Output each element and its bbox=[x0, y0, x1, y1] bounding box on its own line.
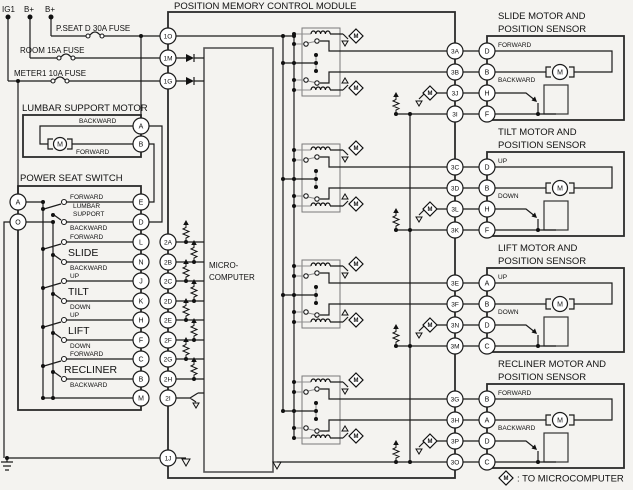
recliner-backward-label: BACKWARD bbox=[498, 425, 536, 432]
pin-2B-label: 2B bbox=[164, 259, 172, 267]
pin-3E-label: 3E bbox=[451, 280, 459, 288]
fuse-room-label: ROOM 15A FUSE bbox=[20, 46, 85, 55]
relay-internal-wires bbox=[294, 34, 316, 438]
pin-3A-label: 3A bbox=[451, 48, 459, 56]
terminal-ig1: IG1 bbox=[2, 5, 15, 14]
pin-switch-J-label: J bbox=[139, 278, 143, 286]
switch-lumbar-name1: LUMBAR bbox=[73, 203, 101, 210]
position-sensor-recliner bbox=[544, 433, 568, 462]
diamond-m: M bbox=[353, 262, 359, 269]
pin-lift-C-label: C bbox=[484, 343, 490, 351]
labels bbox=[2, 1, 624, 485]
pin-2A-label: 2A bbox=[164, 239, 172, 247]
module-title: POSITION MEMORY CONTROL MODULE bbox=[174, 1, 357, 12]
legend-diamond-m: M bbox=[503, 476, 509, 483]
switch-lift-name: LIFT bbox=[68, 325, 90, 337]
lift-title-2: POSITION SENSOR bbox=[498, 256, 587, 267]
microcomputer-diamond-icons bbox=[349, 29, 437, 448]
pin-switch-N-label: N bbox=[138, 259, 144, 267]
switch-recliner-forward: FORWARD bbox=[70, 351, 104, 358]
terminal-bplus-1: B+ bbox=[24, 5, 35, 14]
switch-tilt-up: UP bbox=[70, 273, 80, 280]
pin-3M-label: 3M bbox=[450, 343, 460, 351]
switch-slide-forward: FORWARD bbox=[70, 234, 104, 241]
switch-recliner-backward: BACKWARD bbox=[70, 382, 108, 389]
recliner-title-2: POSITION SENSOR bbox=[498, 372, 587, 383]
switch-lumbar-forward: FORWARD bbox=[70, 194, 104, 201]
pin-3N-label: 3N bbox=[450, 322, 460, 330]
pin-switch-A-label: A bbox=[15, 199, 21, 207]
pin-recliner-A-label: A bbox=[484, 417, 490, 425]
diamond-m: M bbox=[353, 434, 359, 441]
diamond-m: M bbox=[353, 202, 359, 209]
pin-switch-O-label: O bbox=[15, 219, 21, 227]
lumbar-forward-label: FORWARD bbox=[76, 149, 110, 156]
position-sensor-slide bbox=[544, 85, 568, 114]
recliner-motor-letter: M bbox=[557, 417, 563, 425]
pin-3F-label: 3F bbox=[451, 301, 459, 309]
pin-switch-B-label: B bbox=[138, 376, 144, 384]
switch-lumbar-backward: BACKWARD bbox=[70, 225, 108, 232]
slide-title-1: SLIDE MOTOR AND bbox=[498, 11, 586, 22]
switch-tilt-down: DOWN bbox=[70, 304, 91, 311]
tilt-up-label: UP bbox=[498, 158, 508, 165]
pin-lift-B-label: B bbox=[484, 301, 490, 309]
pin-switch-K-label: K bbox=[138, 298, 144, 306]
diamond-m: M bbox=[427, 91, 433, 98]
pin-switch-L-label: L bbox=[139, 239, 143, 247]
switch-slide-name: SLIDE bbox=[68, 247, 99, 259]
pin-switch-C-label: C bbox=[138, 356, 144, 364]
diamond-m: M bbox=[427, 439, 433, 446]
pin-3D-label: 3D bbox=[450, 185, 460, 193]
pin-switch-H-label: H bbox=[138, 317, 144, 325]
pin-3I-label: 3I bbox=[452, 111, 458, 119]
pin-slide-D-label: D bbox=[484, 48, 490, 56]
mcu-label-line2: COMPUTER bbox=[209, 273, 255, 282]
recliner-forward-label: FORWARD bbox=[498, 390, 532, 397]
diamond-m: M bbox=[353, 378, 359, 385]
pin-tilt-D-label: D bbox=[484, 164, 490, 172]
pin-2F-label: 2F bbox=[164, 337, 172, 345]
slide-forward-label: FORWARD bbox=[498, 42, 532, 49]
microcomputer-box bbox=[204, 48, 273, 472]
diamond-m: M bbox=[427, 323, 433, 330]
pin-lumbar-A-label: A bbox=[138, 123, 144, 131]
lift-down-label: DOWN bbox=[498, 309, 519, 316]
pin-switch-D-label: D bbox=[138, 219, 144, 227]
relay-coils bbox=[311, 31, 330, 438]
switch-recliner-name: RECLINER bbox=[64, 364, 118, 376]
diamond-m-labels bbox=[354, 34, 433, 445]
fuse-meter-label: METER1 10A FUSE bbox=[14, 69, 87, 78]
pin-1O-label: 1O bbox=[163, 33, 173, 41]
pin-2I-label: 2I bbox=[165, 395, 171, 403]
pin-1M-label: 1M bbox=[163, 55, 173, 63]
pin-2H-label: 2H bbox=[163, 376, 173, 384]
tilt-down-label: DOWN bbox=[498, 193, 519, 200]
pin-2D-label: 2D bbox=[163, 298, 173, 306]
tilt-motor-letter: M bbox=[557, 185, 563, 193]
pin-2G-label: 2G bbox=[163, 356, 173, 364]
slide-motor-letter: M bbox=[557, 69, 563, 77]
pin-lift-D-label: D bbox=[484, 322, 490, 330]
pin-3H-label: 3H bbox=[450, 417, 460, 425]
tilt-title-1: TILT MOTOR AND bbox=[498, 127, 577, 138]
pin-slide-H-label: H bbox=[484, 90, 490, 98]
pin-3P-label: 3P bbox=[451, 438, 459, 446]
pin-slide-B-label: B bbox=[484, 69, 490, 77]
lift-title-1: LIFT MOTOR AND bbox=[498, 243, 578, 254]
lumbar-motor-letter: M bbox=[57, 141, 63, 149]
switch-tilt-name: TILT bbox=[68, 286, 89, 298]
pin-recliner-D-label: D bbox=[484, 438, 490, 446]
pin-2C-label: 2C bbox=[163, 278, 173, 286]
switch-title: POWER SEAT SWITCH bbox=[20, 173, 123, 184]
switch-lift-up: UP bbox=[70, 312, 80, 319]
pin-tilt-B-label: B bbox=[484, 185, 490, 193]
pin-3J-label: 3J bbox=[451, 90, 459, 98]
diamond-m: M bbox=[353, 34, 359, 41]
pin-lumbar-B-label: B bbox=[138, 141, 144, 149]
pin-lift-A-label: A bbox=[484, 280, 490, 288]
pin-2E-label: 2E bbox=[164, 317, 172, 325]
slide-title-2: POSITION SENSOR bbox=[498, 24, 587, 35]
lift-motor-letter: M bbox=[557, 301, 563, 309]
diamond-m: M bbox=[427, 207, 433, 214]
pin-3C-label: 3C bbox=[450, 164, 460, 172]
lumbar-backward-label: BACKWARD bbox=[79, 118, 117, 125]
pin-3B-label: 3B bbox=[451, 69, 459, 77]
recliner-title-1: RECLINER MOTOR AND bbox=[498, 359, 607, 370]
diamond-m: M bbox=[353, 318, 359, 325]
legend-text: : TO MICROCOMPUTER bbox=[517, 473, 624, 485]
pin-recliner-B-label: B bbox=[484, 396, 490, 404]
relay-box-recliner bbox=[302, 376, 340, 444]
pin-3O-label: 3O bbox=[450, 459, 460, 467]
lift-up-label: UP bbox=[498, 274, 508, 281]
pin-switch-F-label: F bbox=[138, 337, 144, 345]
pin-tilt-H-label: H bbox=[484, 206, 490, 214]
fuse-pseat-label: P.SEAT D 30A FUSE bbox=[56, 24, 131, 33]
relay-box-lift bbox=[302, 260, 340, 328]
position-sensor-lift bbox=[544, 317, 568, 346]
power-seat-switch-box bbox=[15, 186, 144, 410]
pin-3G-label: 3G bbox=[450, 396, 460, 404]
position-sensor-tilt bbox=[544, 201, 568, 230]
switch-lift-down: DOWN bbox=[70, 343, 91, 350]
pin-tilt-F-label: F bbox=[484, 227, 490, 235]
pin-switch-E-label: E bbox=[138, 199, 144, 207]
pin-3L-label: 3L bbox=[451, 206, 459, 214]
diamond-m: M bbox=[353, 146, 359, 153]
slide-backward-label: BACKWARD bbox=[498, 77, 536, 84]
lumbar-title: LUMBAR SUPPORT MOTOR bbox=[22, 103, 148, 114]
pin-1G-label: 1G bbox=[163, 78, 173, 86]
pin-3K-label: 3K bbox=[451, 227, 459, 235]
pin-1J-label: 1J bbox=[164, 455, 172, 463]
mcu-label-line1: MICRO- bbox=[209, 261, 239, 270]
relay-box-slide bbox=[302, 28, 340, 96]
diamond-m: M bbox=[353, 86, 359, 93]
switch-slide-backward: BACKWARD bbox=[70, 265, 108, 272]
pin-recliner-C-label: C bbox=[484, 459, 490, 467]
tilt-title-2: POSITION SENSOR bbox=[498, 140, 587, 151]
switch-lumbar-name2: SUPPORT bbox=[73, 211, 105, 218]
relay-box-tilt bbox=[302, 144, 340, 212]
terminal-bplus-2: B+ bbox=[45, 5, 56, 14]
pin-switch-M-label: M bbox=[138, 395, 144, 403]
pin-slide-F-label: F bbox=[484, 111, 490, 119]
